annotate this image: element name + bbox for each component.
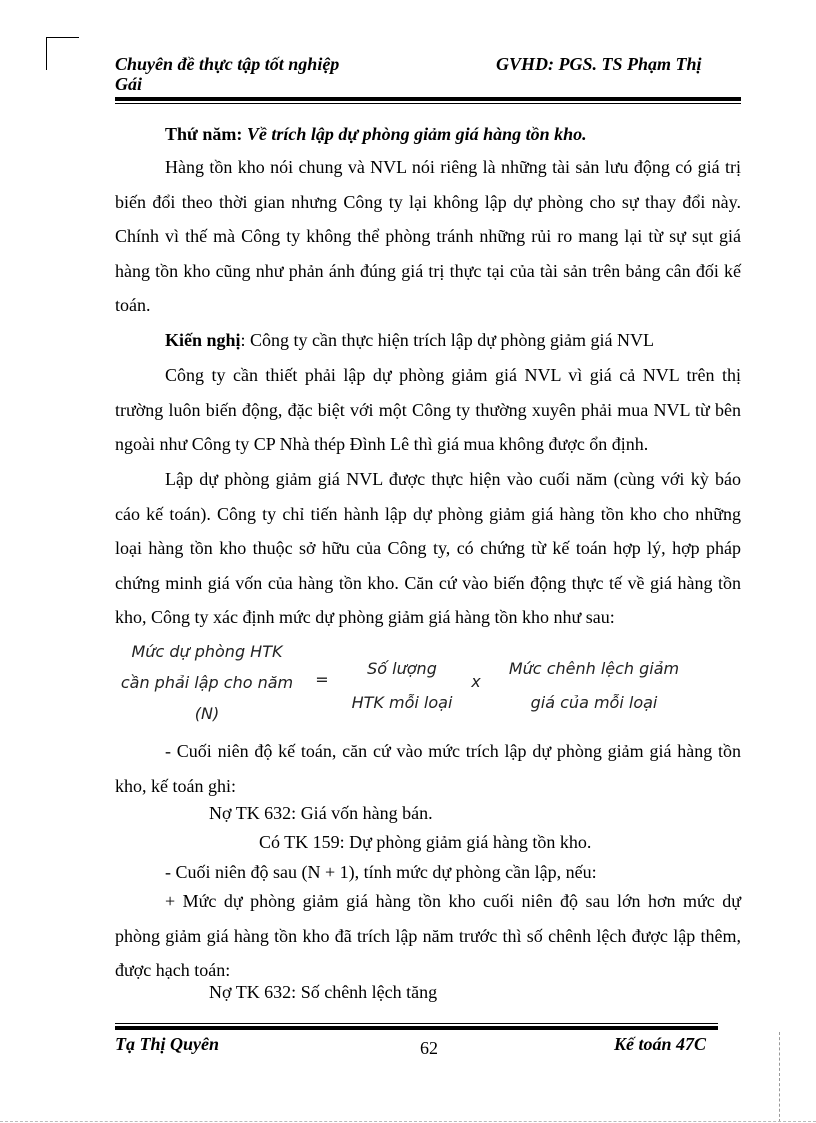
header-left-title bbox=[115, 54, 339, 94]
formula-middle-line1: Số lượng bbox=[367, 659, 437, 678]
header-left-line1: Chuyên đề thực tập tốt nghiệp bbox=[115, 54, 340, 74]
paragraph-necessity: Công ty cần thiết phải lập dự phòng giảm giá NVL vì giá cả NVL trên thị trường luôn biến động, đặc biệt với một Công ty thường xuyên phải mua NVL từ bên ngoài như Công ty CP Nhà thép Đình Lê thì giá mua không được ổn định. bbox=[115, 365, 741, 454]
paragraph-increase-case: + Mức dự phòng giảm giá hàng tồn kho cuối niên độ sau lớn hơn mức dự phòng giảm giá hàng tồn kho đã trích lập năm trước thì số chênh lệch được lập thêm, được hạch toán: bbox=[115, 891, 741, 980]
footer-department: Kế toán 47C bbox=[614, 1034, 707, 1054]
formula-rhs-line1: Mức chênh lệch giảm bbox=[508, 659, 680, 678]
paragraph-procedure: Lập dự phòng giảm giá NVL được thực hiện vào cuối năm (cùng với kỳ báo cáo kế toán). Công ty chỉ tiến hành lập dự phòng giảm giá hàng tồn kho cho những loại hàng tồn kho thuộc sở hữu của Công ty, có chứng từ kế toán hợp lý, hợp pháp chứng minh giá vốn của hàng tồn kho. Căn cứ vào biến động thực tế về giá hàng tồn kho, Công ty xác định mức dự phòng giảm giá hàng tồn kho như sau: bbox=[115, 469, 741, 627]
formula-rhs-line2: giá của mỗi loại bbox=[530, 693, 658, 712]
formula-middle bbox=[334, 652, 470, 720]
paragraph-inventory-intro: Hàng tồn kho nói chung và NVL nói riêng là những tài sản lưu động có giá trị biến đổi theo thời gian nhưng Công ty lại không lập dự phòng cho sự thay đổi này. Chính vì thế mà Công ty không thể phòng tránh những rủi ro mang lại từ sự sụt giá hàng tồn kho cũng như phản ánh đúng giá trị thực tại của tài sản trên bảng cân đối kế toán. bbox=[115, 157, 741, 315]
margin-guide-right bbox=[779, 1032, 780, 1122]
formula-lhs-line1: Mức dự phòng HTK bbox=[131, 642, 283, 661]
footer-rule-thin bbox=[115, 1023, 718, 1024]
section-heading bbox=[165, 119, 587, 149]
header-left-line2: Gái bbox=[115, 74, 142, 94]
page-number: 62 bbox=[420, 1038, 438, 1058]
section-label: Thứ năm: bbox=[165, 124, 243, 144]
header-rule-thick bbox=[115, 97, 741, 101]
header-right-advisor: GVHD: PGS. TS Phạm Thị bbox=[496, 54, 702, 74]
crop-mark-top-left bbox=[46, 37, 79, 70]
margin-guide-bottom bbox=[0, 1121, 816, 1122]
formula-rhs bbox=[494, 652, 694, 720]
formula-equals: = bbox=[315, 670, 329, 689]
formula-lhs bbox=[118, 636, 296, 729]
footer-rule-thick bbox=[115, 1026, 718, 1030]
recommendation-text: : Công ty cần thực hiện trích lập dự phòng giảm giá NVL bbox=[240, 330, 654, 350]
formula-middle-line2: HTK mỗi loại bbox=[351, 693, 453, 712]
header-rule-thin bbox=[115, 103, 741, 104]
section-title: Về trích lập dự phòng giảm giá hàng tồn kho. bbox=[246, 124, 587, 144]
journal-credit-159: Có TK 159: Dự phòng giảm giá hàng tồn kho. bbox=[259, 832, 592, 852]
recommendation-label: Kiến nghị bbox=[165, 330, 241, 350]
paragraph-next-year: - Cuối niên độ sau (N + 1), tính mức dự phòng cần lập, nếu: bbox=[165, 862, 597, 882]
formula-lhs-line2: cần phải lập cho năm bbox=[120, 673, 294, 692]
footer-author: Tạ Thị Quyên bbox=[115, 1034, 220, 1054]
formula-lhs-line3: (N) bbox=[194, 704, 220, 723]
paragraph-recommendation bbox=[115, 323, 741, 358]
journal-debit-632-increase: Nợ TK 632: Số chênh lệch tăng bbox=[209, 982, 438, 1002]
formula-multiply: x bbox=[471, 672, 481, 691]
paragraph-year-end-entry: - Cuối niên độ kế toán, căn cứ vào mức trích lập dự phòng giảm giá hàng tồn kho, kế toán ghi: bbox=[115, 741, 741, 796]
journal-debit-632: Nợ TK 632: Giá vốn hàng bán. bbox=[209, 803, 433, 823]
